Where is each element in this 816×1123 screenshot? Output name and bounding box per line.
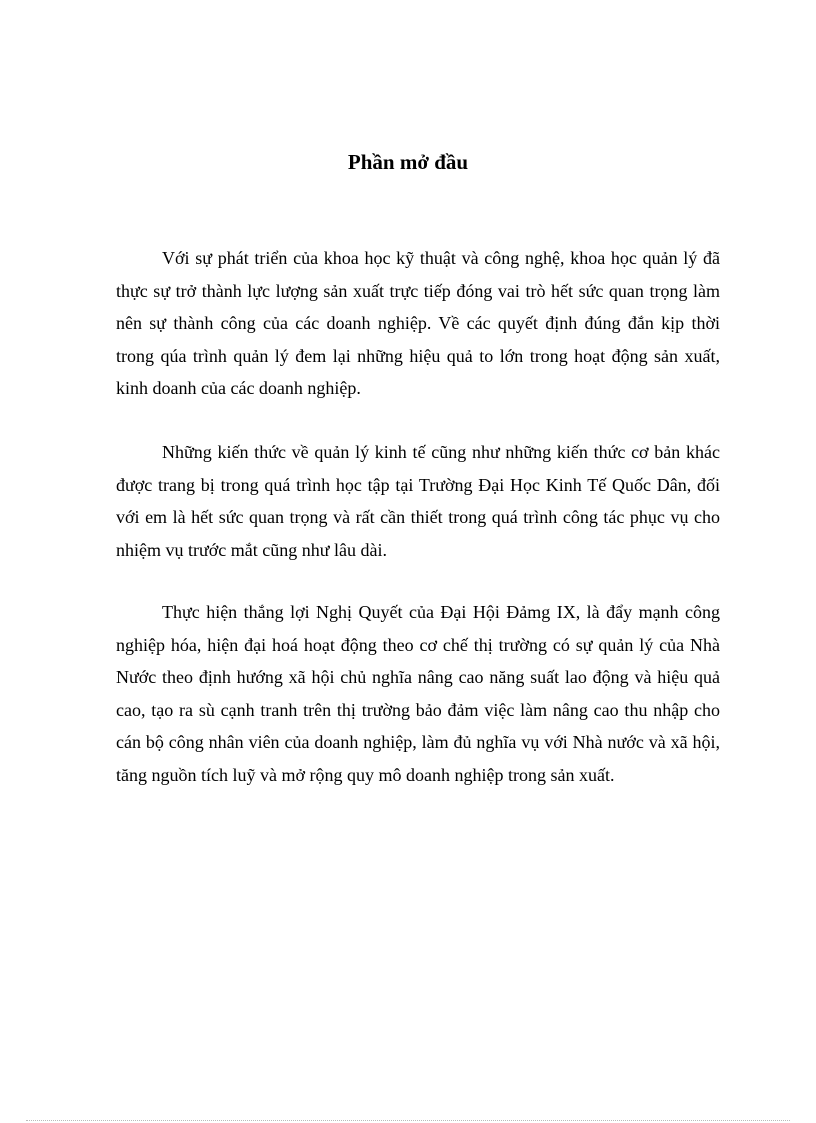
paragraph-text: Thực hiện thắng lợi Nghị Quyết của Đại Hội Đảmg IX, là đẩy mạnh công nghiệp hóa, hiện đại hoá hoạt động theo cơ chế thị trường có sự quản lý của Nhà Nước theo định hướng xã hội chủ nghĩa nâng cao năng suất lao động và hiệu quả cao, tạo ra sù cạnh tranh trên thị trường bảo đảm việc làm nâng cao thu nhập cho cán bộ công nhân viên của doanh nghiệp, làm đủ nghĩa vụ với Nhà nước và xã hội, tăng nguồn tích luỹ và mở rộng quy mô doanh nghiệp trong sản xuất. [116, 602, 720, 785]
paragraph-2 [116, 436, 720, 566]
paragraph-1 [116, 242, 720, 405]
page-title: Phần mở đầu [347, 150, 469, 174]
paragraph-text: Với sự phát triển của khoa học kỹ thuật và công nghệ, khoa học quản lý đã thực sự trở thành lực lượng sản xuất trực tiếp đóng vai trò hết sức quan trọng làm nên sự thành công của các doanh nghiệp. Về các quyết định đúng đắn kịp thời trong qúa trình quản lý đem lại những hiệu quả to lớn trong hoạt động sản xuất, kinh doanh của các doanh nghiệp. [116, 248, 720, 398]
page-bottom-divider [26, 1120, 790, 1121]
paragraph-3 [116, 596, 720, 791]
paragraph-text: Những kiến thức về quản lý kinh tế cũng như những kiến thức cơ bản khác được trang bị trong quá trình học tập tại Trường Đại Học Kinh Tế Quốc Dân, đối với em là hết sức quan trọng và rất cần thiết trong quá trình công tác phục vụ cho nhiệm vụ trước mắt cũng như lâu dài. [116, 442, 720, 560]
